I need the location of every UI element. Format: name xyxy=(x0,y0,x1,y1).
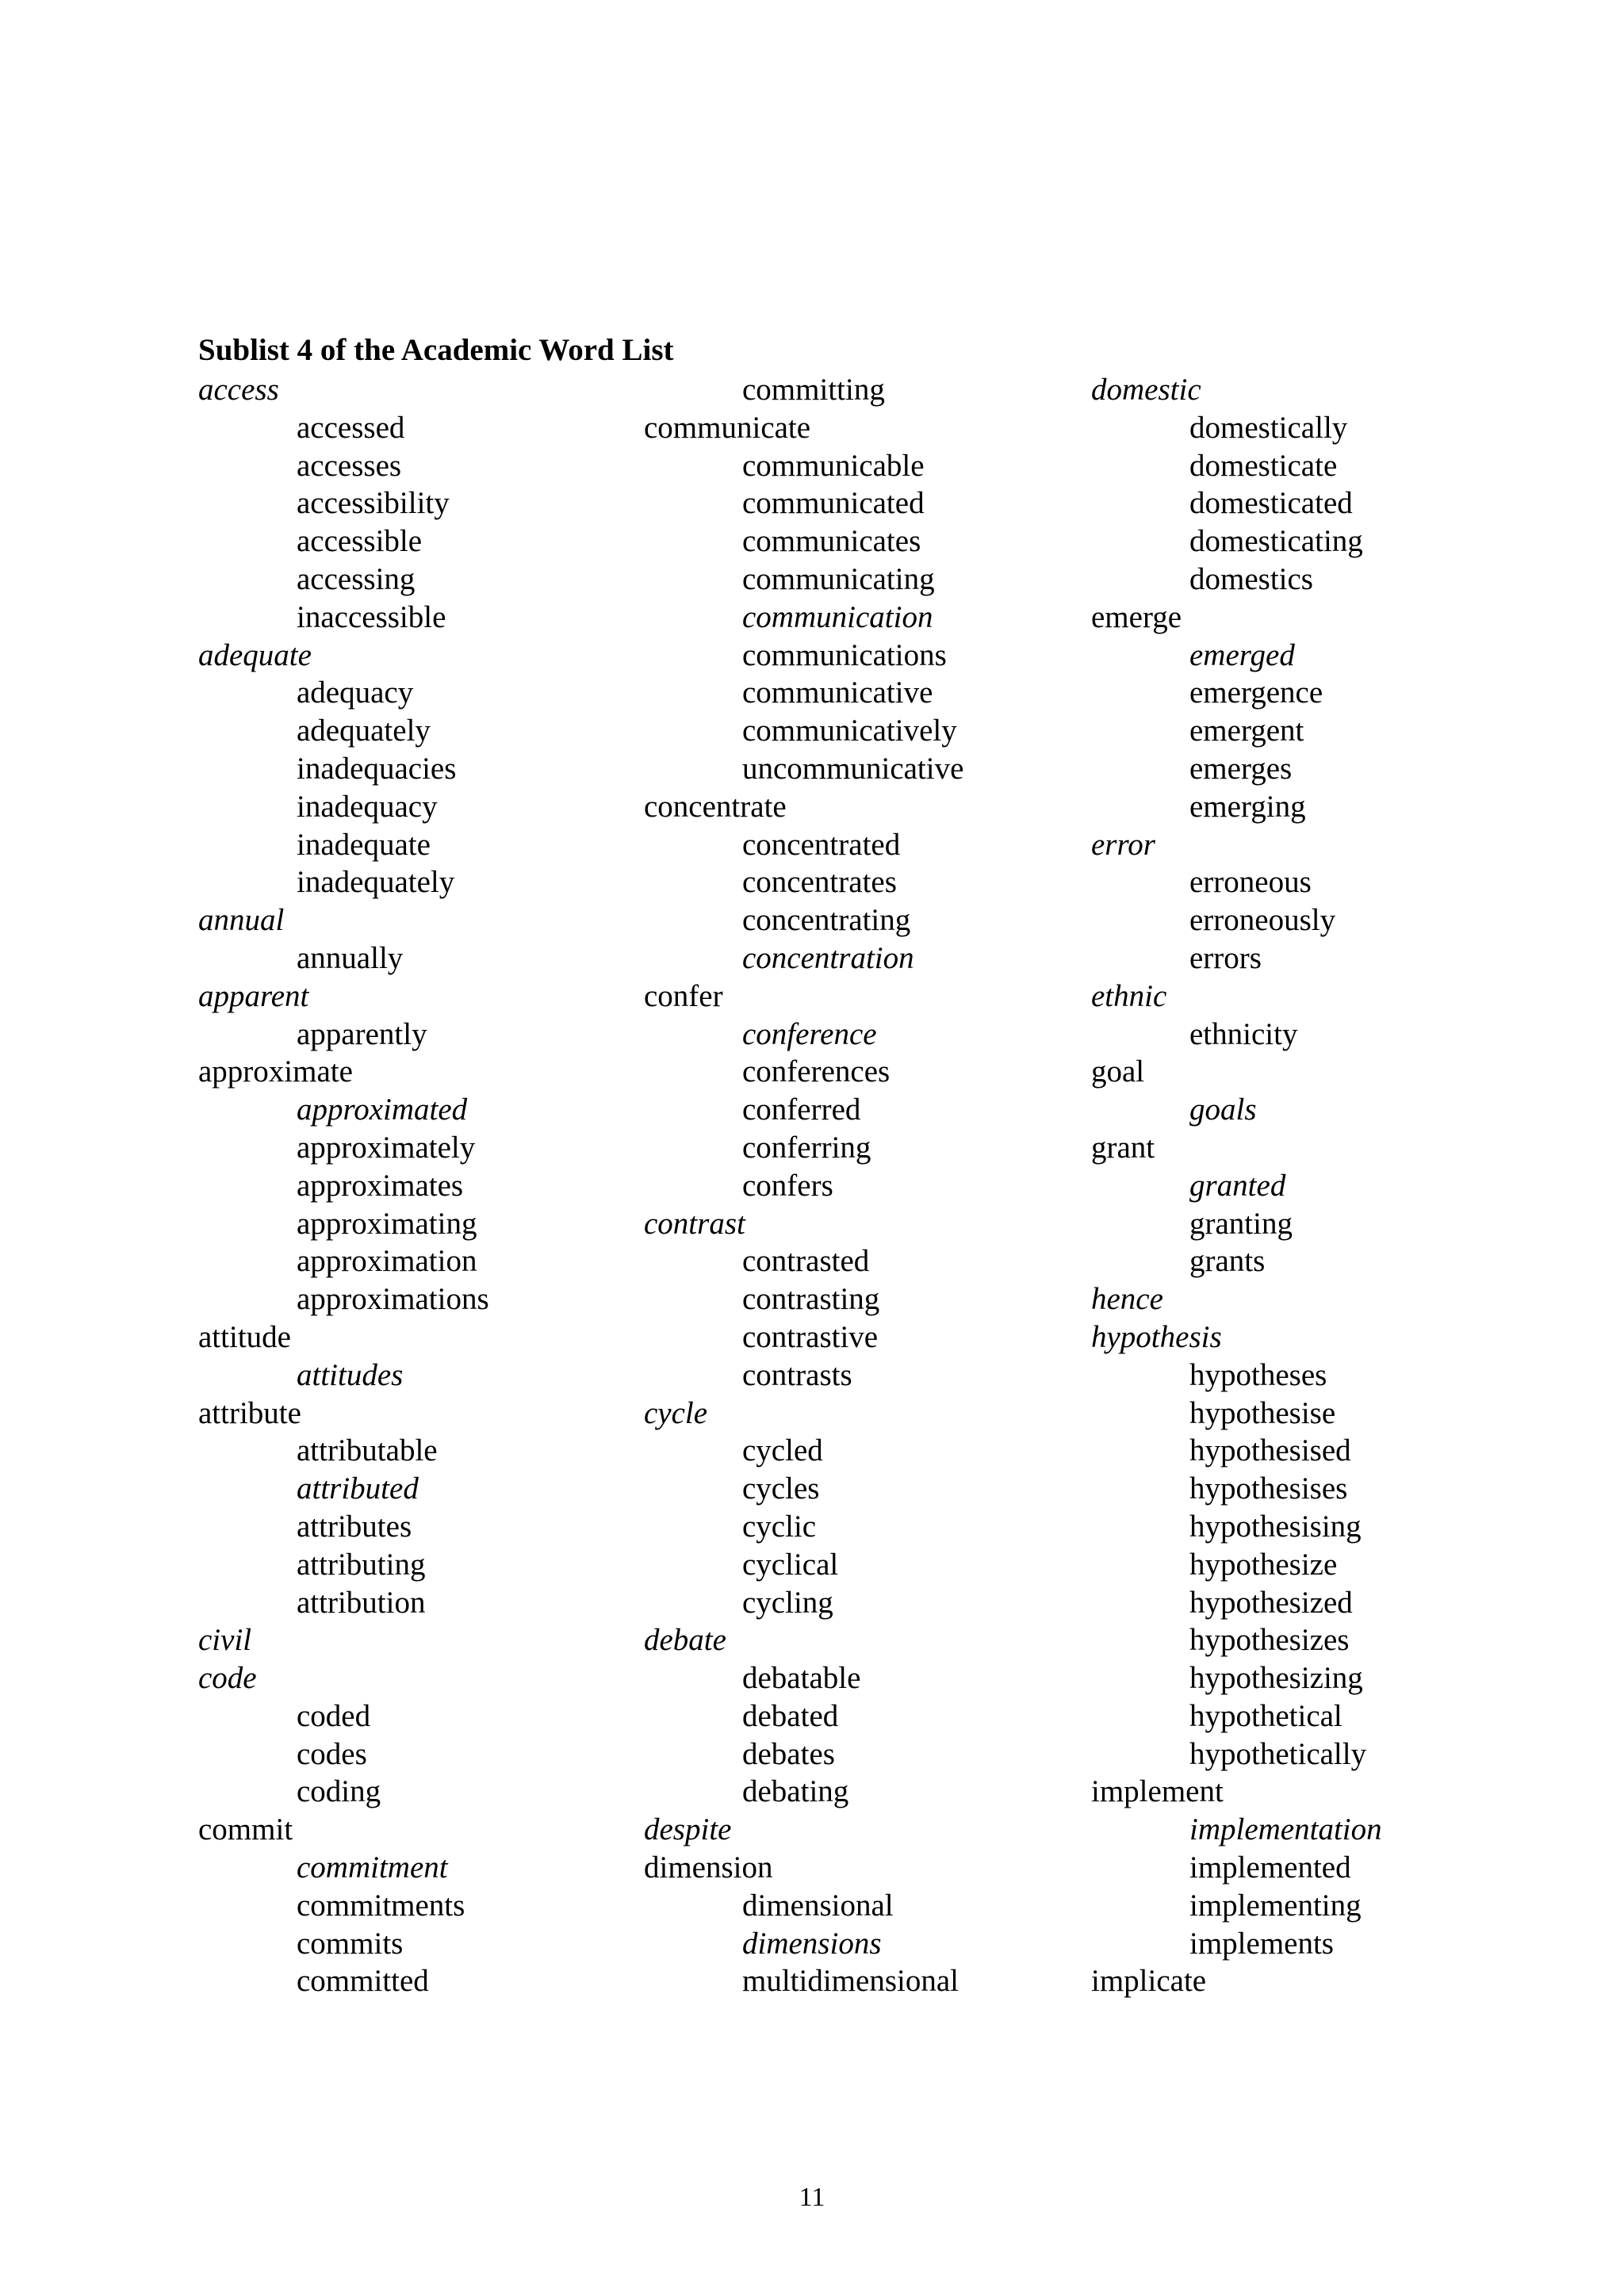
word-family-member: domesticate xyxy=(1189,448,1338,483)
word-family-member: cyclic xyxy=(742,1509,817,1544)
word-family-member: hypothesized xyxy=(1189,1585,1353,1620)
word-family-member: accessible xyxy=(297,524,423,559)
word-family-member: contrastive xyxy=(742,1319,879,1354)
word-family-member: coded xyxy=(297,1698,371,1733)
headword: implicate xyxy=(1091,1964,1207,1999)
word-family-member: communicable xyxy=(742,448,925,483)
word-family-member: confers xyxy=(742,1168,833,1203)
headword: grant xyxy=(1091,1130,1155,1165)
word-family-member: communicated xyxy=(742,486,925,521)
word-family-member: inadequately xyxy=(297,865,455,900)
headword: cycle xyxy=(644,1395,708,1430)
word-family-member: goals xyxy=(1189,1093,1257,1127)
headword: domestic xyxy=(1091,373,1201,407)
word-family-member: communicatively xyxy=(742,714,957,748)
word-family-member: erroneously xyxy=(1189,903,1336,938)
word-family-member: apparently xyxy=(297,1016,427,1051)
word-family-member: accessed xyxy=(297,410,405,445)
word-family-member: ethnicity xyxy=(1189,1016,1298,1051)
headword: ethnic xyxy=(1091,978,1167,1013)
word-family-member: hypothetical xyxy=(1189,1698,1342,1733)
word-family-member: approximations xyxy=(297,1282,489,1317)
word-family-member: attitudes xyxy=(297,1357,404,1392)
word-family-member: attributed xyxy=(297,1471,419,1506)
word-family-member: approximating xyxy=(297,1206,477,1241)
word-family-member: accesses xyxy=(297,448,402,483)
word-family-member: inaccessible xyxy=(297,599,446,634)
word-family-member: hypothesizing xyxy=(1189,1661,1363,1696)
word-family-member: emergent xyxy=(1189,714,1304,748)
headword: adequate xyxy=(198,637,312,672)
word-family-member: grants xyxy=(1189,1244,1266,1279)
word-family-member: commitments xyxy=(297,1888,465,1923)
word-family-member: domesticated xyxy=(1189,486,1353,521)
word-family-member: hypothesised xyxy=(1189,1433,1351,1468)
word-family-member: hypothesise xyxy=(1189,1395,1336,1430)
word-family-member: granting xyxy=(1189,1206,1293,1241)
word-family-member: communicates xyxy=(742,524,921,559)
word-family-member: attributing xyxy=(297,1547,426,1582)
word-family-member: approximates xyxy=(297,1168,464,1203)
word-family-member: dimensional xyxy=(742,1888,894,1923)
word-family-member: domestically xyxy=(1189,410,1348,445)
word-family-member: concentrated xyxy=(742,827,901,862)
page-number: 11 xyxy=(799,2183,825,2212)
word-family-member: committing xyxy=(742,373,885,407)
word-family-member: implementation xyxy=(1189,1812,1382,1847)
word-family-member: attribution xyxy=(297,1585,426,1620)
headword: attribute xyxy=(198,1395,301,1430)
word-family-member: erroneous xyxy=(1189,865,1312,900)
headword: code xyxy=(198,1661,257,1696)
word-family-member: committed xyxy=(297,1964,429,1999)
word-family-member: emerges xyxy=(1189,751,1293,786)
word-family-member: hypothetically xyxy=(1189,1736,1367,1771)
word-family-member: debated xyxy=(742,1698,839,1733)
word-family-member: communicating xyxy=(742,561,935,596)
page-title: Sublist 4 of the Academic Word List xyxy=(198,333,674,367)
word-family-member: annually xyxy=(297,940,404,975)
headword: attitude xyxy=(198,1319,291,1354)
word-family-member: cycled xyxy=(742,1433,823,1468)
word-family-member: communicative xyxy=(742,675,933,710)
word-family-member: domesticating xyxy=(1189,524,1363,559)
word-family-member: emergence xyxy=(1189,675,1323,710)
word-family-member: concentrating xyxy=(742,903,911,938)
word-family-member: coding xyxy=(297,1774,381,1809)
headword: error xyxy=(1091,827,1155,862)
word-family-member: granted xyxy=(1189,1168,1286,1203)
word-family-member: accessibility xyxy=(297,486,450,521)
headword: implement xyxy=(1091,1774,1224,1809)
word-family-member: cycles xyxy=(742,1471,820,1506)
word-family-member: dimensions xyxy=(742,1926,882,1961)
word-family-member: approximately xyxy=(297,1130,476,1165)
word-family-member: hypothesising xyxy=(1189,1509,1362,1544)
word-family-member: errors xyxy=(1189,940,1262,975)
word-list-column-3 xyxy=(1091,371,1382,2000)
word-family-member: inadequacies xyxy=(297,751,457,786)
word-family-member: concentration xyxy=(742,940,914,975)
word-list-column-1 xyxy=(198,371,489,2000)
word-family-member: implements xyxy=(1189,1926,1334,1961)
word-family-member: approximation xyxy=(297,1244,477,1279)
word-family-member: conferring xyxy=(742,1130,871,1165)
word-family-member: implemented xyxy=(1189,1850,1351,1885)
headword: approximate xyxy=(198,1054,353,1089)
word-family-member: contrasted xyxy=(742,1244,870,1279)
word-family-member: emerged xyxy=(1189,637,1295,672)
word-family-member: concentrates xyxy=(742,865,897,900)
headword: confer xyxy=(644,978,723,1013)
headword: debate xyxy=(644,1623,726,1658)
headword: hence xyxy=(1091,1282,1163,1317)
word-family-member: communications xyxy=(742,637,947,672)
word-family-member: conference xyxy=(742,1016,877,1051)
word-family-member: conferred xyxy=(742,1093,861,1127)
word-family-member: conferences xyxy=(742,1054,891,1089)
word-family-member: cycling xyxy=(742,1585,833,1620)
word-family-member: attributes xyxy=(297,1509,412,1544)
word-family-member: adequacy xyxy=(297,675,414,710)
word-family-member: debates xyxy=(742,1736,835,1771)
word-list-column-2 xyxy=(644,371,963,2000)
headword: communicate xyxy=(644,410,811,445)
headword: emerge xyxy=(1091,599,1182,634)
word-family-member: approximated xyxy=(297,1093,468,1127)
word-family-member: domestics xyxy=(1189,561,1313,596)
word-family-member: inadequacy xyxy=(297,789,438,824)
word-family-member: commits xyxy=(297,1926,404,1961)
word-family-member: multidimensional xyxy=(742,1964,959,1999)
word-family-member: communication xyxy=(742,599,933,634)
word-family-member: hypothesises xyxy=(1189,1471,1348,1506)
word-family-member: hypothesizes xyxy=(1189,1623,1350,1658)
headword: commit xyxy=(198,1812,293,1847)
headword: access xyxy=(198,373,279,407)
word-family-member: cyclical xyxy=(742,1547,839,1582)
word-family-member: hypotheses xyxy=(1189,1357,1327,1392)
word-family-member: uncommunicative xyxy=(742,751,964,786)
word-family-member: emerging xyxy=(1189,789,1306,824)
word-family-member: debating xyxy=(742,1774,849,1809)
word-family-member: implementing xyxy=(1189,1888,1362,1923)
headword: dimension xyxy=(644,1850,773,1885)
headword: goal xyxy=(1091,1054,1145,1089)
headword: annual xyxy=(198,903,285,938)
word-family-member: commitment xyxy=(297,1850,448,1885)
headword: despite xyxy=(644,1812,732,1847)
headword: contrast xyxy=(644,1206,745,1241)
word-family-member: attributable xyxy=(297,1433,438,1468)
word-family-member: hypothesize xyxy=(1189,1547,1338,1582)
word-family-member: accessing xyxy=(297,561,416,596)
headword: concentrate xyxy=(644,789,787,824)
word-family-member: inadequate xyxy=(297,827,431,862)
word-family-member: contrasting xyxy=(742,1282,880,1317)
word-family-member: codes xyxy=(297,1736,367,1771)
word-family-member: contrasts xyxy=(742,1357,852,1392)
headword: apparent xyxy=(198,978,309,1013)
word-family-member: adequately xyxy=(297,714,431,748)
headword: hypothesis xyxy=(1091,1319,1222,1354)
headword: civil xyxy=(198,1623,252,1658)
word-family-member: debatable xyxy=(742,1661,861,1696)
